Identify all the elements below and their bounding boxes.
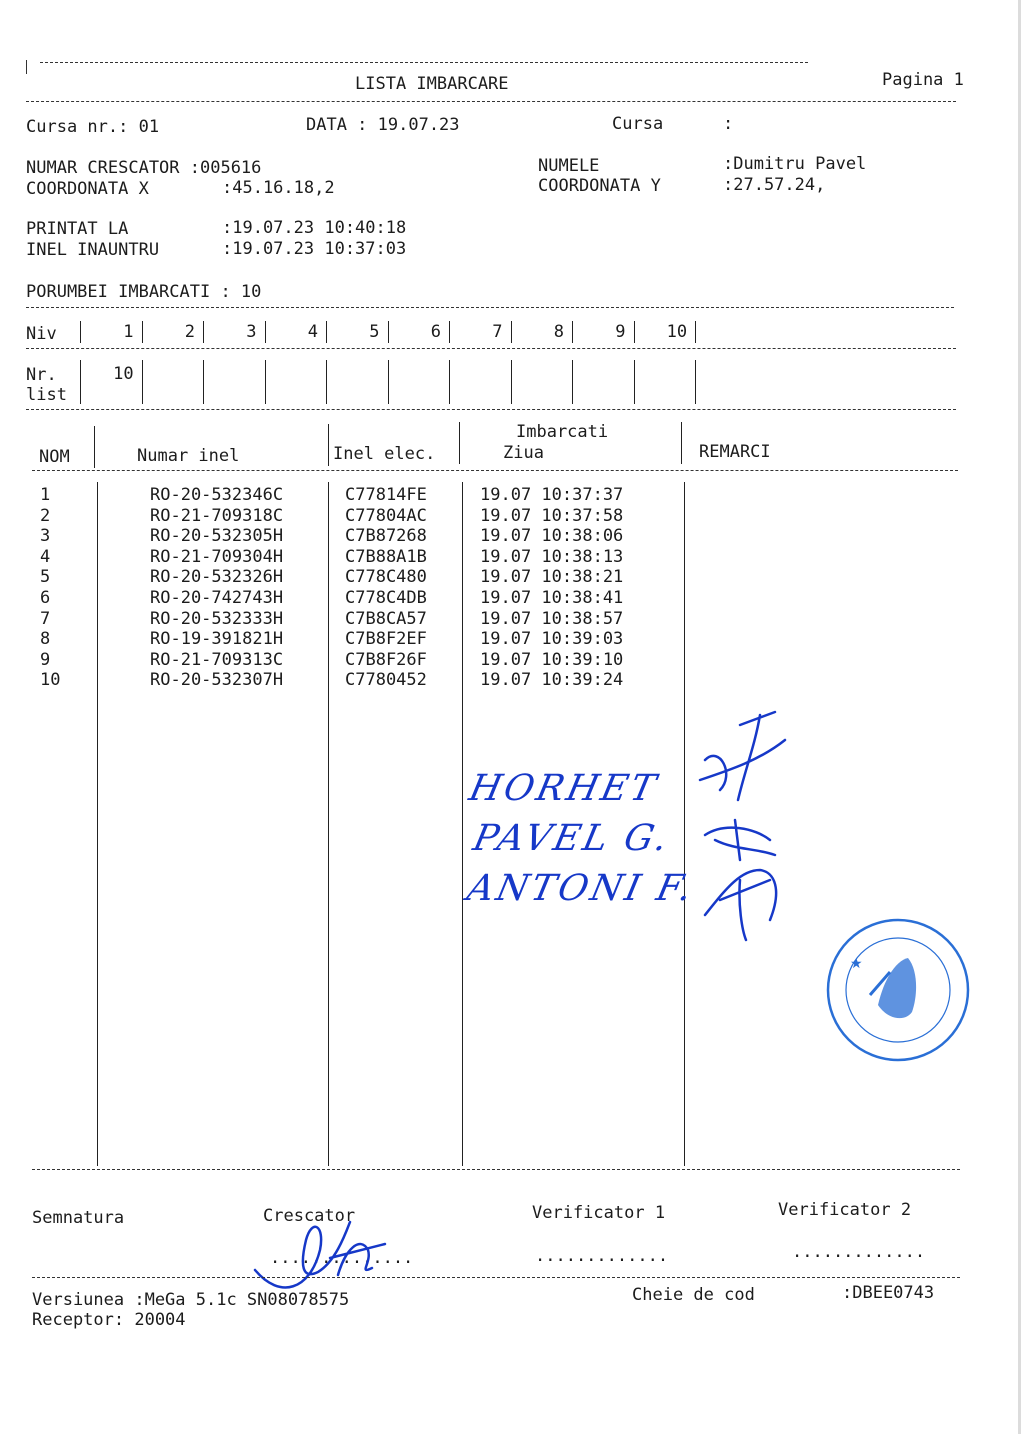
level-number: 1 [123, 322, 134, 342]
col-header-remarks: REMARCI [699, 442, 771, 462]
row-boarded-time: 19.07 10:38:13 [480, 546, 624, 567]
row-nom: 5 [40, 567, 51, 588]
row-nom: 3 [40, 526, 51, 547]
row-boarded-time: 19.07 10:37:58 [480, 505, 624, 526]
row-nom: 9 [40, 649, 51, 670]
row-boarded-time: 19.07 10:38:06 [480, 526, 624, 547]
page-title: LISTA IMBARCARE [355, 74, 509, 94]
printed-label: PRINTAT LA [26, 219, 129, 239]
row-ring-number: RO-20-532305H [150, 526, 284, 547]
level-number: 7 [492, 322, 503, 342]
code-key-value: :DBEE0743 [842, 1283, 935, 1303]
race-separator: : [723, 114, 734, 134]
level-number: 4 [307, 322, 319, 342]
row-electronic-ring: C77814FE [345, 485, 427, 505]
coord-y-value: :27.57.24, [723, 175, 826, 195]
row-electronic-ring: C7B8CA57 [345, 608, 427, 629]
row-nom: 2 [40, 505, 51, 526]
row-nom: 1 [40, 485, 51, 505]
row-boarded-time: 19.07 10:39:03 [480, 629, 624, 650]
row-nom: 6 [40, 588, 51, 608]
verifier-1-label: Verificator 1 [532, 1203, 666, 1223]
col-header-boarded: Imbarcati [516, 422, 609, 442]
coord-x-label: COORDONATA X [26, 179, 149, 199]
handwritten-name-1: HORHET [465, 768, 663, 809]
level-label: Niv [26, 324, 57, 344]
svg-text:★: ★ [850, 956, 863, 972]
race-date: DATA : 19.07.23 [306, 115, 460, 135]
signature-label: Semnatura [32, 1208, 125, 1228]
verifier-2-signature-line: ............. [792, 1242, 926, 1262]
col-header-electronic-ring: Inel elec. [333, 444, 436, 464]
verifier-2-label: Verificator 2 [778, 1200, 912, 1220]
level-number: 9 [615, 322, 626, 342]
col-header-day: Ziua [503, 443, 544, 463]
row-electronic-ring: C7780452 [345, 670, 427, 691]
row-ring-number: RO-20-532307H [150, 670, 284, 691]
row-ring-number: RO-20-532346C [150, 485, 284, 505]
level-number: 10 [666, 322, 688, 342]
page-number: Pagina 1 [882, 70, 964, 90]
row-boarded-time: 19.07 10:38:21 [480, 567, 624, 588]
row-electronic-ring: C778C480 [345, 567, 427, 588]
row-ring-number: RO-21-709304H [150, 546, 284, 567]
level-number: 6 [430, 322, 442, 342]
row-nom: 4 [40, 546, 51, 567]
row-ring-number: RO-21-709313C [150, 649, 284, 670]
col-header-ring-number: Numar inel [137, 446, 240, 466]
level-number: 3 [246, 322, 257, 342]
name-label: NUMELE [538, 156, 600, 176]
row-boarded-time: 19.07 10:39:24 [480, 670, 624, 691]
race-label: Cursa [612, 114, 664, 134]
code-key-label: Cheie de cod [632, 1285, 755, 1305]
pigeons-boarded: PORUMBEI IMBARCATI : 10 [26, 282, 262, 302]
row-boarded-time: 19.07 10:38:41 [480, 588, 624, 608]
row-nom: 7 [40, 608, 51, 629]
row-nom: 10 [40, 670, 61, 691]
divider [32, 1277, 960, 1278]
level-number: 2 [184, 322, 196, 342]
row-boarded-time: 19.07 10:37:37 [480, 485, 624, 505]
verifier-1-signature-line: ............. [535, 1246, 669, 1266]
row-ring-number: RO-21-709318C [150, 505, 284, 526]
race-number: Cursa nr.: 01 [26, 117, 160, 137]
breeder-number: NUMAR CRESCATOR :005616 [26, 158, 262, 178]
breeder-signature-label: Crescator [263, 1206, 356, 1226]
row-boarded-time: 19.07 10:39:10 [480, 649, 624, 670]
level-number: 5 [369, 322, 380, 342]
row-electronic-ring: C7B8F2EF [345, 629, 427, 650]
level-number: 8 [553, 322, 565, 342]
row-ring-number: RO-20-532333H [150, 608, 284, 629]
coord-y-label: COORDONATA Y [538, 176, 661, 196]
ring-in-label: INEL INAUNTRU [26, 240, 160, 260]
receptor: Receptor: 20004 [32, 1310, 186, 1330]
software-version: Versiunea :MeGa 5.1c SN08078575 [32, 1290, 350, 1310]
row-electronic-ring: C778C4DB [345, 588, 427, 608]
row-ring-number: RO-20-742743H [150, 588, 284, 608]
col-header-nom: NOM [39, 447, 70, 467]
row-ring-number: RO-20-532326H [150, 567, 284, 588]
name-value: :Dumitru Pavel [723, 154, 867, 174]
handwritten-name-3: ANTONI F. [463, 868, 699, 909]
row-electronic-ring: C7B8F26F [345, 649, 427, 670]
ring-in-value: :19.07.23 10:37:03 [222, 239, 407, 259]
nr-label: Nr. [26, 365, 57, 385]
row-ring-number: RO-19-391821H [150, 629, 284, 650]
row-nom: 8 [40, 629, 51, 650]
handwritten-name-2: PAVEL G. [469, 818, 675, 859]
printed-value: :19.07.23 10:40:18 [222, 218, 407, 238]
row-electronic-ring: C7B87268 [345, 526, 427, 547]
coord-x-value: :45.16.18,2 [222, 178, 335, 198]
breeder-signature-line: .............. [270, 1248, 414, 1268]
nr-list-value: 10 [113, 364, 134, 384]
row-electronic-ring: C7B88A1B [345, 546, 427, 567]
list-label: list [26, 385, 67, 405]
row-boarded-time: 19.07 10:38:57 [480, 608, 624, 629]
row-electronic-ring: C77804AC [345, 505, 427, 526]
